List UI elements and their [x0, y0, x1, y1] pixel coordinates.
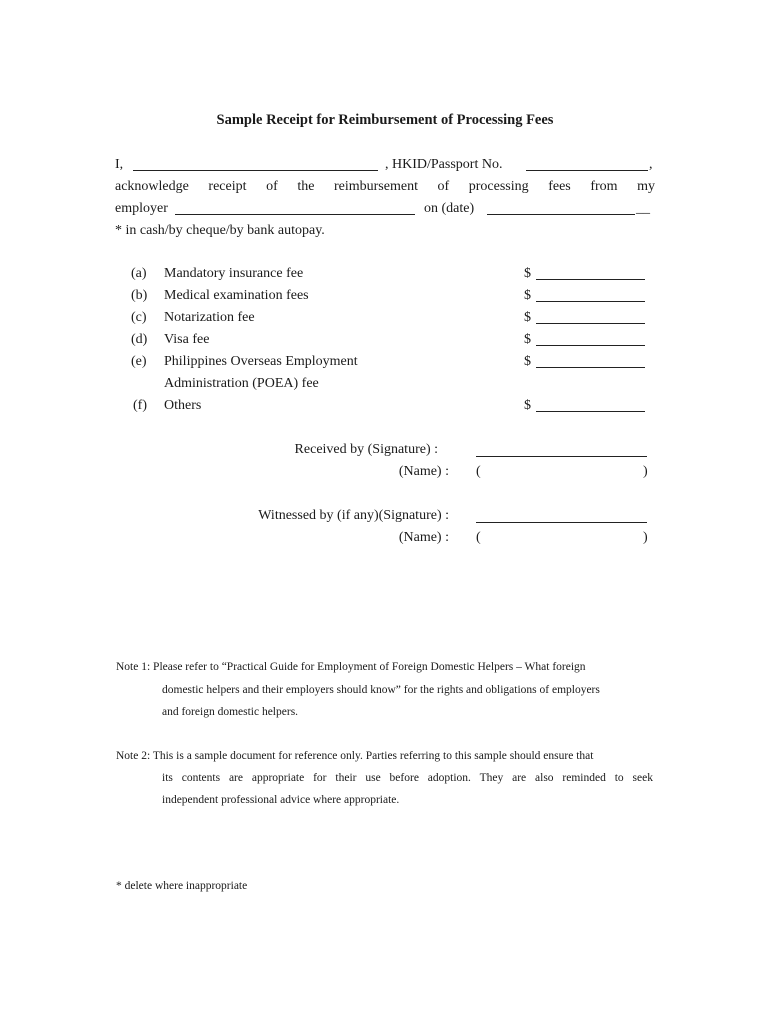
document-title: Sample Receipt for Reimbursement of Processing Fees [216, 112, 554, 128]
fee-amount-blank[interactable] [536, 399, 645, 417]
ack-word: the [297, 179, 315, 194]
employer-label: employer [115, 201, 168, 216]
fee-amount-blank[interactable] [536, 311, 645, 329]
fee-marker: (b) [131, 288, 148, 303]
payment-method: * in cash/by cheque/by bank autopay. [115, 223, 325, 238]
date-blank[interactable] [487, 202, 635, 220]
fee-marker: (d) [131, 332, 148, 347]
fee-label-continued: Administration (POEA) fee [164, 376, 319, 391]
fee-currency: $ [524, 266, 531, 281]
fee-label: Notarization fee [164, 310, 255, 325]
fee-amount-blank[interactable] [536, 355, 645, 373]
ack-word: fees [548, 179, 571, 194]
ack-word: receipt [208, 179, 247, 194]
intro-i-prefix: I, [115, 157, 124, 172]
received-signature-blank[interactable] [476, 444, 647, 462]
fee-label: Others [164, 398, 202, 413]
witnessed-by-label: Witnessed by (if any)(Signature) : [258, 508, 449, 523]
note-1-line-3: and foreign domestic helpers. [162, 706, 299, 718]
footnote: * delete where inappropriate [116, 880, 248, 892]
fee-marker: (a) [131, 266, 147, 281]
received-name-open-paren: ( [476, 464, 481, 479]
fee-amount-blank[interactable] [536, 333, 645, 351]
fee-currency: $ [524, 288, 531, 303]
date-tail: __ [636, 201, 650, 216]
received-by-label: Received by (Signature) : [294, 442, 438, 457]
note-1-line-1: Note 1: Please refer to “Practical Guide for Employment of Foreign Domestic Helpers – What foreign [116, 661, 586, 673]
hkid-blank[interactable] [526, 158, 648, 176]
note-1-line-2: domestic helpers and their employers should know” for the rights and obligations of employers [162, 684, 600, 696]
fee-currency: $ [524, 354, 531, 369]
ack-word: acknowledge [115, 179, 189, 194]
hkid-comma: , [649, 157, 653, 172]
ack-word: reimbursement [333, 179, 418, 194]
fee-label: Visa fee [164, 332, 210, 347]
fee-amount-blank[interactable] [536, 267, 645, 285]
received-name-label: (Name) : [398, 464, 449, 479]
fee-marker: (f) [133, 398, 147, 413]
name-blank[interactable] [133, 158, 378, 176]
ack-word: of [266, 179, 278, 194]
witnessed-name-label: (Name) : [398, 530, 449, 545]
ack-word: processing [468, 179, 529, 194]
witnessed-signature-blank[interactable] [476, 510, 647, 528]
acknowledge-line [115, 179, 655, 195]
fee-label: Medical examination fees [164, 288, 309, 303]
ack-word: of [437, 179, 450, 194]
ack-word: from [590, 179, 618, 194]
note-2-line-1: Note 2: This is a sample document for reference only. Parties referring to this sample should ensure that [116, 750, 594, 762]
received-name-close-paren: ) [643, 464, 648, 479]
fee-label: Philippines Overseas Employment [164, 354, 358, 369]
on-date-label: on (date) [424, 201, 475, 216]
ack-word: my [637, 179, 655, 194]
fee-marker: (c) [131, 310, 147, 325]
employer-blank[interactable] [175, 202, 415, 220]
fee-label: Mandatory insurance fee [164, 266, 304, 281]
hkid-label: , HKID/Passport No. [385, 157, 503, 172]
fee-marker: (e) [131, 354, 147, 369]
received-name-field[interactable] [484, 464, 640, 480]
note-2-line-3: independent professional advice where appropriate. [162, 794, 400, 806]
fee-currency: $ [524, 332, 531, 347]
witnessed-name-open-paren: ( [476, 530, 481, 545]
fee-amount-blank[interactable] [536, 289, 645, 307]
fee-currency: $ [524, 398, 531, 413]
witnessed-name-close-paren: ) [643, 530, 648, 545]
note-2-line-2: its contents are appropriate for their use before adoption. They are also reminded to seek [162, 772, 653, 784]
witnessed-name-field[interactable] [484, 530, 640, 546]
fee-currency: $ [524, 310, 531, 325]
